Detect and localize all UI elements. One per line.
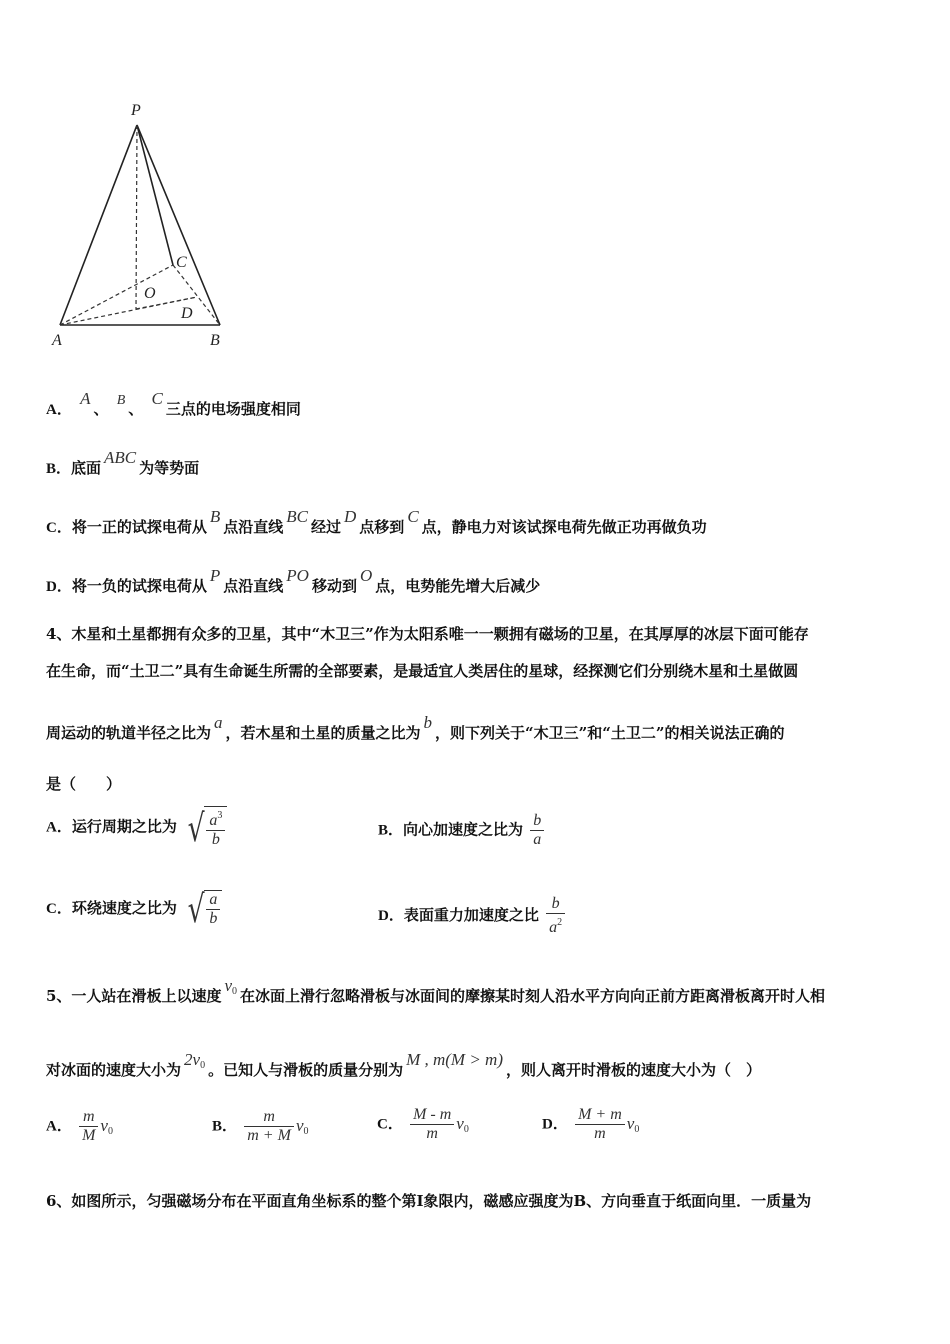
q5-text-line2: 对冰面的速度大小为$2v_0$ 。已知人与滑板的质量分别为M , m(M > m)，则人离开时滑板的速度大小为（ ） — [46, 1050, 762, 1079]
q4-option-d: D．表面重力加速度之比 $\frac{b}{a^2}$ — [378, 895, 567, 937]
label-p: P — [131, 102, 141, 119]
q3-option-d: D．将一负的试探电荷从P点沿直线PO移动到O点，电势能先增大后减少 — [46, 566, 541, 595]
label-b: B — [210, 332, 220, 349]
q3-option-c: C．将一正的试探电荷从B点沿直线BC经过D点移到C点，静电力对该试探电荷先做正功再做负功 — [46, 507, 707, 536]
q4-text-line3: 周运动的轨道半径之比为a，若木星和土星的质量之比为b，则下列关于“木卫三”和“土卫二”的相关说法正确的 — [46, 713, 785, 742]
q4-text-line1: 4、木星和土星都拥有众多的卫星，其中“木卫三”作为太阳系唯一一颗拥有磁场的卫星，在其厚厚的冰层下面可能存 — [46, 625, 809, 643]
label-d: D — [181, 305, 193, 322]
q4-option-c: C．环绕速度之比为 √ $\frac{a}{b}$ — [46, 890, 222, 928]
q4-option-a: A．运行周期之比为 √ $\frac{a^3}{b}$ — [46, 806, 227, 849]
q6-text-line1: 6、如图所示，匀强磁场分布在平面直角坐标系的整个第Ⅰ象限内，磁感应强度为B、方向垂直于纸面向里．一质量为 — [46, 1192, 812, 1210]
q3-option-b: B．底面ABC为等势面 — [46, 448, 200, 477]
pyramid-figure — [40, 95, 240, 355]
q3-option-a: A． A、 B 、 C三点的电场强度相同 — [46, 389, 301, 418]
label-a: A — [52, 332, 62, 349]
label-c: C — [176, 254, 187, 271]
q5-text-line1: 5、一人站在滑板上以速度$v_0$ 在冰面上滑行忽略滑板与冰面间的摩擦某时刻人沿水平方向向正前方距离滑板离开时人相 — [46, 976, 826, 1005]
q5-option-d: D． $\frac{M + m}{m}$ $v_0$ — [542, 1106, 640, 1142]
q4-option-b: B．向心加速度之比为 $\frac{b}{a}$ — [378, 812, 546, 849]
q5-option-b: B． $\frac{m}{m + M}$ $v_0$ — [212, 1108, 309, 1144]
q5-option-a: A． $\frac{m}{M}$ $v_0$ — [46, 1108, 113, 1144]
q4-text-line4: 是（ ） — [46, 775, 122, 793]
label-o: O — [144, 285, 156, 302]
q5-option-c: C． $\frac{M - m}{m}$ $v_0$ — [377, 1106, 469, 1142]
q4-text-line2: 在生命，而“土卫二”具有生命诞生所需的全部要素，是最适宜人类居住的星球，经探测它们分别绕木星和土星做圆 — [46, 662, 799, 680]
